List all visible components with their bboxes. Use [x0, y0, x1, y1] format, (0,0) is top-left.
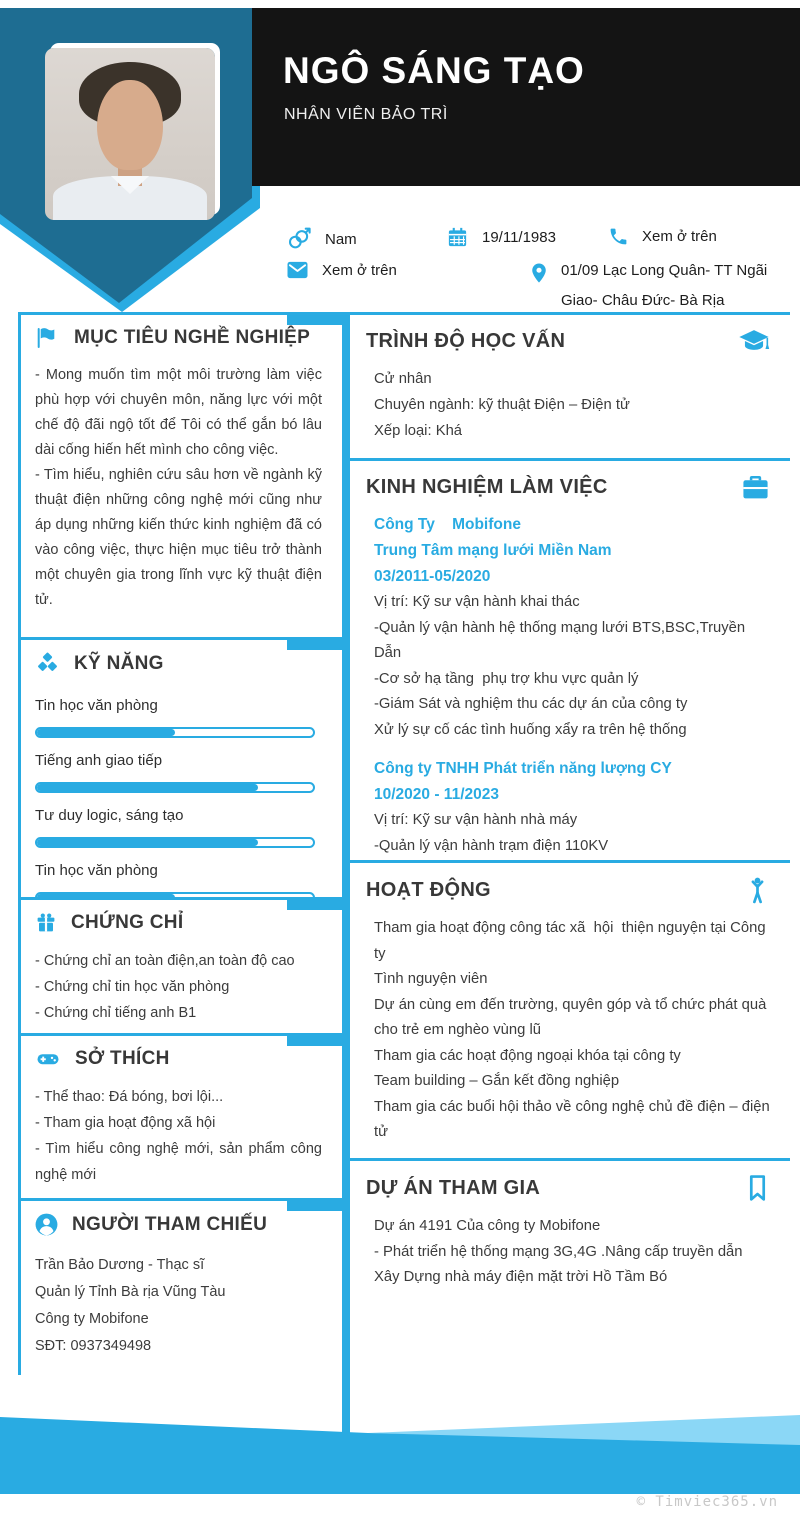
activity-person-icon: [745, 876, 770, 905]
candidate-job-title: NHÂN VIÊN BẢO TRÌ: [284, 106, 448, 123]
section-tab: [287, 637, 342, 650]
project-line: - Phát triển hệ thống mạng 3G,4G .Nâng cấp truyền dẫn: [374, 1243, 743, 1260]
job-detail: Vị trí: Kỹ sư vận hành khai thác: [374, 594, 580, 610]
activity-line: Team building – Gắn kết đồng nghiệp: [374, 1073, 620, 1089]
contact-email-value: Xem ở trên: [322, 261, 397, 279]
contact-address: [530, 260, 770, 316]
job-entry: [374, 512, 774, 743]
hobby-item: - Thể thao: Đá bóng, bơi lội...: [35, 1089, 224, 1105]
education-line: Xếp loại: Khá: [374, 423, 463, 439]
briefcase-icon: [741, 474, 770, 501]
contact-address-value: 01/09 Lạc Long Quân- TT Ngãi Giao- Châu Đức- Bà Rịa: [561, 262, 768, 309]
section-tab: [287, 1198, 342, 1211]
reference-line: SĐT: 0937349498: [35, 1338, 152, 1354]
skill-label: Tin học văn phòng: [35, 862, 158, 879]
objective-paragraph: - Mong muốn tìm một môi trường làm việc phù hợp với chuyên môn, năng lực với một chế độ đãi ngộ tốt để Tôi có thể gắn bó lâu dài cống hiến hết mình cho công việc.: [35, 367, 322, 458]
header-block: [250, 8, 800, 186]
skill-item: [35, 693, 322, 738]
candidate-name: NGÔ SÁNG TẠO: [283, 50, 585, 91]
section-experience: [350, 458, 790, 860]
section-title: TRÌNH ĐỘ HỌC VẤN: [366, 330, 566, 352]
certificate-item: - Chứng chỉ an toàn điện,an toàn độ cao: [35, 953, 295, 969]
section-hobbies: [18, 1033, 342, 1198]
avatar-face: [97, 80, 163, 170]
section-tab: [287, 897, 342, 910]
profile-photo: [45, 48, 215, 220]
skill-bar-fill: [37, 784, 258, 791]
education-line: Chuyên ngành: kỹ thuật Điện – Điện tử: [374, 397, 630, 413]
section-activities: [350, 860, 790, 1158]
phone-icon: [608, 226, 629, 247]
hobby-item: - Tìm hiểu công nghệ mới, sản phẩm công nghệ mới: [35, 1141, 327, 1183]
skill-label: Tin học văn phòng: [35, 697, 158, 714]
skill-bar: [35, 727, 315, 738]
skill-bar: [35, 782, 315, 793]
activity-line: Dự án cùng em đến trường, quyên góp và tổ chức phát quà cho trẻ em nghèo vùng lũ: [374, 996, 771, 1038]
section-projects: [350, 1158, 790, 1400]
contact-birthday: [446, 226, 556, 249]
skill-bar-fill: [37, 729, 175, 736]
section-certificates: [18, 897, 342, 1033]
activity-line: Tham gia các hoạt động ngoại khóa tại công ty: [374, 1047, 681, 1064]
skill-bar-fill: [37, 839, 258, 846]
job-period: 10/2020 - 11/2023: [374, 786, 499, 803]
gift-icon: [34, 911, 58, 935]
job-detail: Xử lý sự cố các tình huống xẩy ra trên hệ thống: [374, 721, 687, 738]
job-detail: -Quản lý vận hành hệ thống mạng lưới BTS,BSC,Truyền Dẫn: [374, 619, 750, 661]
contact-gender-value: Nam: [325, 230, 357, 248]
section-reference: [18, 1198, 342, 1375]
job-company: Công Ty Mobifone: [374, 516, 521, 533]
email-icon: [286, 260, 309, 280]
objective-paragraph: - Tìm hiểu, nghiên cứu sâu hơn về ngành kỹ thuật điện những công nghệ mới cũng như áp dụng những kiến thức kinh nghiệm đã có vào công việc, thực hiện mục tiêu trở thành một chuyên gia trong lĩnh vực kỹ thuật điện tử.: [35, 467, 322, 608]
copyright-watermark: © Timviec365.vn: [636, 1494, 778, 1510]
job-period: 03/2011-05/2020: [374, 568, 491, 585]
job-unit: Trung Tâm mạng lưới Miền Nam: [374, 542, 612, 559]
location-icon: [530, 262, 548, 286]
education-line: Cử nhân: [374, 371, 432, 387]
skill-bar: [35, 837, 315, 848]
job-detail: Vị trí: Kỹ sư vận hành nhà máy: [374, 812, 578, 828]
activity-line: Tình nguyện viên: [374, 971, 488, 987]
contact-email: [286, 260, 397, 280]
cubes-icon: [34, 651, 61, 677]
certificate-item: - Chứng chỉ tiếng anh B1: [35, 1005, 197, 1021]
section-tab: [287, 312, 342, 325]
project-line: Dự án 4191 Của công ty Mobifone: [374, 1218, 601, 1234]
reference-line: Trần Bảo Dương - Thạc sĩ: [35, 1257, 205, 1273]
person-circle-icon: [34, 1212, 59, 1237]
section-title: CHỨNG CHỈ: [71, 912, 184, 933]
activity-line: Tham gia các buổi hội thảo về công nghệ chủ đề điện – điện tử: [374, 1098, 774, 1140]
section-title: SỞ THÍCH: [75, 1048, 170, 1069]
section-skills: [18, 637, 342, 897]
job-company: Công ty TNHH Phát triển năng lượng CY: [374, 760, 672, 777]
section-title: DỰ ÁN THAM GIA: [366, 1177, 541, 1199]
hobby-item: - Tham gia hoạt động xã hội: [35, 1115, 216, 1131]
section-tab: [287, 1033, 342, 1046]
certificate-item: - Chứng chỉ tin học văn phòng: [35, 979, 230, 995]
section-title: HOẠT ĐỘNG: [366, 879, 491, 901]
graduation-cap-icon: [738, 328, 770, 355]
skill-label: Tư duy logic, sáng tạo: [35, 807, 184, 824]
bookmark-icon: [745, 1174, 770, 1203]
gender-icon: [286, 226, 312, 252]
flag-icon: [34, 326, 61, 350]
section-title: KỸ NĂNG: [74, 653, 164, 674]
contact-birthday-value: 19/11/1983: [482, 229, 556, 246]
contact-phone-value: Xem ở trên: [642, 228, 717, 245]
section-title: MỤC TIÊU NGHỀ NGHIỆP: [74, 327, 311, 348]
reference-line: Quản lý Tỉnh Bà rịa Vũng Tàu: [35, 1284, 226, 1300]
section-education: [350, 312, 790, 458]
gamepad-icon: [34, 1047, 62, 1071]
project-line: Xây Dựng nhà máy điện mặt trời Hồ Tầm Bó: [374, 1269, 668, 1285]
section-title: NGƯỜI THAM CHIẾU: [72, 1213, 268, 1235]
job-detail: -Quản lý vận hành trạm điện 110KV: [374, 837, 609, 854]
skill-label: Tiếng anh giao tiếp: [35, 752, 163, 769]
contact-gender: [286, 226, 357, 252]
calendar-icon: [446, 226, 469, 249]
skill-item: [35, 748, 322, 793]
section-objective: [18, 312, 342, 637]
contact-phone: [608, 226, 717, 247]
job-detail: -Cơ sở hạ tầng phụ trợ khu vực quản lý: [374, 670, 639, 687]
column-divider: [342, 312, 350, 1450]
section-title: KINH NGHIỆM LÀM VIỆC: [366, 476, 608, 498]
skill-item: [35, 803, 322, 848]
activity-line: Tham gia hoạt động công tác xã hội thiện nguyện tại Công ty: [374, 920, 770, 962]
footer-band: [0, 1410, 800, 1494]
job-detail: -Giám Sát và nghiệm thu các dự án của công ty: [374, 696, 688, 712]
reference-line: Công ty Mobifone: [35, 1311, 149, 1327]
